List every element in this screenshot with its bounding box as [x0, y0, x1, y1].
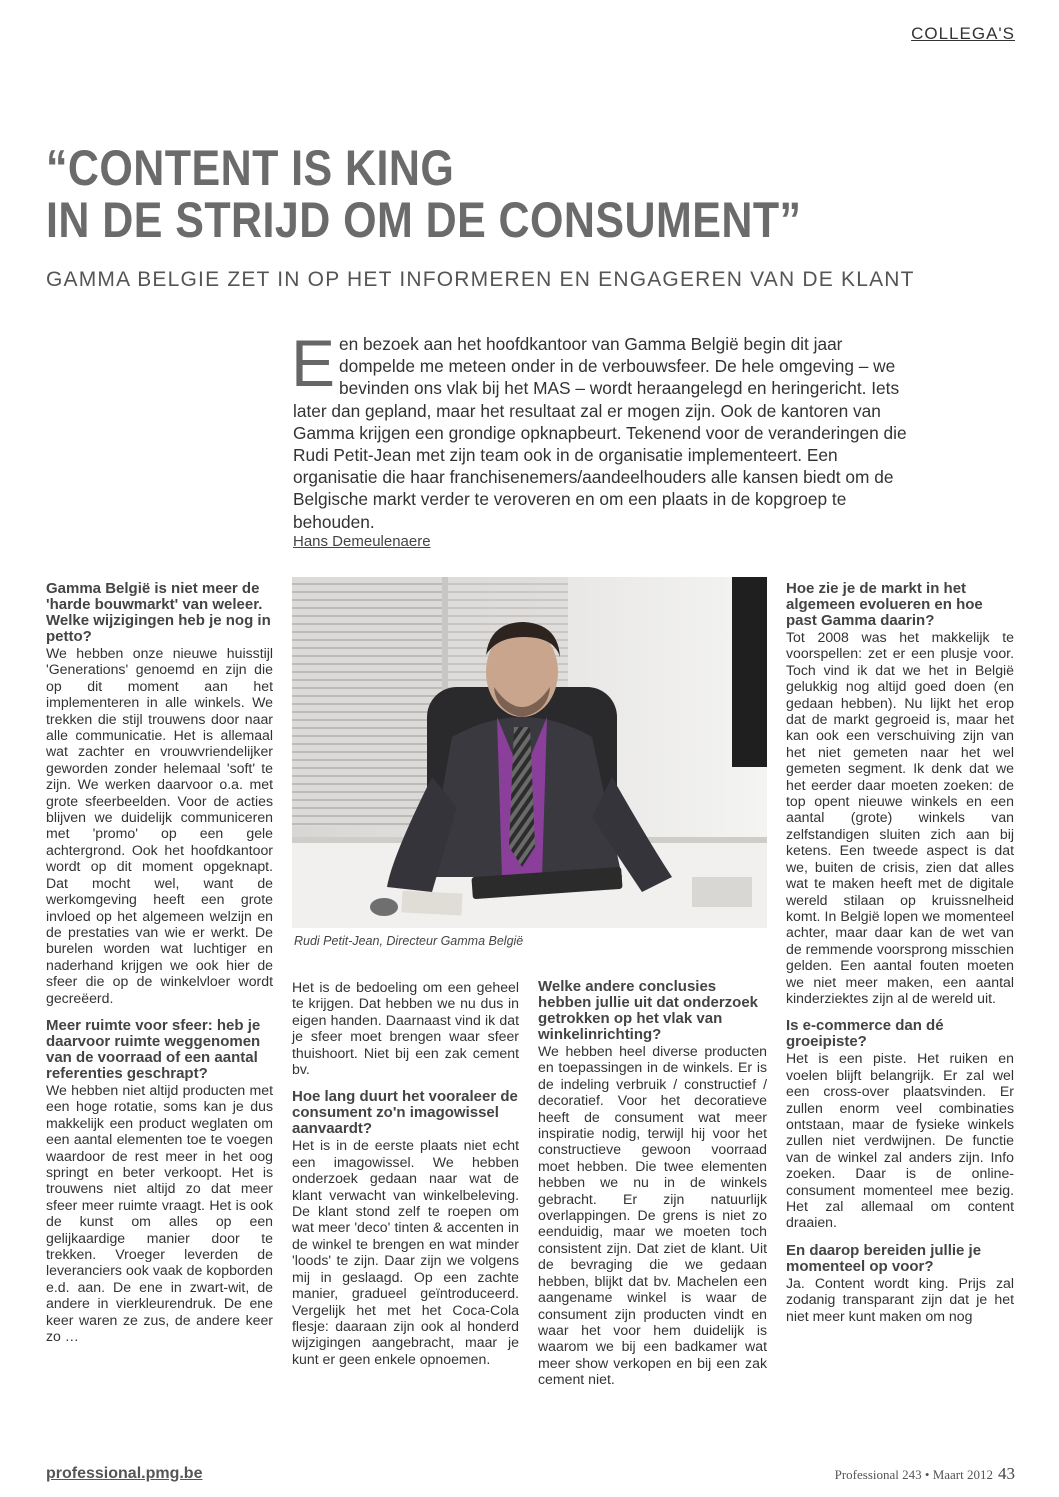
- question-heading: Meer ruimte voor sfeer: heb je daarvoor ruimte weggenomen van de voorraad of een aantal referenties geschrapt?: [46, 1016, 261, 1082]
- intro-paragraph: [291, 326, 921, 533]
- author-byline: Hans Demeulenaere: [293, 533, 431, 550]
- page-footer: [835, 1464, 1015, 1484]
- answer-paragraph: Het is de bedoeling om een geheel te krijgen. Dat hebben we nu dus in eigen handen. Daarnaast vind ik dat je sfeer moet brengen waar sfeer thuishoort. Niet bij een zak cement bv.: [292, 979, 519, 1078]
- answer-paragraph: We hebben heel diverse producten en toepassingen in de winkels. Er is de indeling verbruik / constructief / decoratief. Voor het decoratieve heeft de consument wat meer inspiratie nodig, terwijl hij voor het constructieve gewoon voorraad moet hebben. Die twee elementen hebben we nu in de winkels gebracht. Er zijn natuurlijk overlappingen. De grens is niet zo eenduidig, maar we moeten toch consistent zijn. Dat ziet de klant. Uit de bevraging die we gedaan hebben, blijkt dat bv. Machelen een aangename winkel is waar de consument zijn producten vindt en waar het voor hem duidelijk is waarom we bij een badkamer wat meer show verkopen en bij een zak cement niet.: [538, 1043, 767, 1388]
- intro-text: en bezoek aan het hoofdkantoor van Gamma België begin dit jaar dompelde me meteen onder in de verbouwsfeer. De hele omgeving – we bevinden ons vlak bij het MAS – wordt heraangelegd en heringericht. Iets later dan gepland, maar het resultaat zal er mogen zijn. Ook de kantoren van Gamma krijgen een grondige opknapbeurt. Tekenend voor de veranderingen die Rudi Petit-Jean met zijn team ook in de organisatie implementeert. Een organisatie die haar franchisenemers/aandeelhouders alle kansen biedt om de Belgische markt verder te veroveren en om een plaats in de kopgroep te behouden.: [293, 334, 907, 532]
- photo-caption: Rudi Petit-Jean, Directeur Gamma België: [294, 934, 524, 948]
- question-heading: Gamma België is niet meer de 'harde bouwmarkt' van weleer. Welke wijzigingen heb je nog in petto?: [46, 580, 271, 645]
- column-3: [538, 979, 767, 1400]
- headline-line-1: “CONTENT IS KING: [46, 140, 455, 196]
- column-4: [786, 581, 1014, 1336]
- website-link[interactable]: professional.pmg.be: [46, 1465, 203, 1482]
- page-number: 43: [998, 1464, 1015, 1483]
- headline-line-2: IN DE STRIJD OM DE CONSUMENT”: [46, 192, 802, 248]
- column-2: [292, 979, 519, 1379]
- question-heading: Is e-commerce dan dé groeipiste?: [786, 1017, 944, 1051]
- answer-paragraph: We hebben onze nieuwe huisstijl 'Generations' genoemd en zijn die op dit moment aan het implementeren in alle winkels. We trekken die stijl trouwens door naar alle communicatie. Het is allemaal wat zachter en vrouwvriendelijker geworden zonder helemaal 'soft' te zijn. We werken daarvoor o.a. met grote sfeerbeelden. Voor de acties blijven we duidelijk communiceren met 'promo' op een gele achtergrond. Ook het hoofdkantoor wordt op dit moment opgeknapt. Dat mocht wel, want de werkomgeving heeft een grote invloed op het algemeen welzijn en de prestaties van wie er werkt. De burelen worden wat luchtiger en naderhand krijgen we ook hier de sfeer die op de winkelvloer wordt gecreëerd.: [46, 645, 273, 1006]
- portrait-photo: [292, 577, 767, 928]
- answer-paragraph: Het is een piste. Het ruiken en voelen blijft belangrijk. Er zal wel een cross-over plaatsvinden. Er zullen enorm veel combinaties ontstaan, maar de fysieke winkels zullen niet verdwijnen. De functie van de winkel zal anders zijn. Info zoeken. Daar is de online-consument momenteel mee bezig. Het zal allemaal om content draaien.: [786, 1050, 1014, 1231]
- answer-paragraph: Tot 2008 was het makkelijk te voorspellen: zet er een plusje voor. Toch vind ik dat we het in België gelukkig nog altijd goed doen (en gedaan hebben). Nu lijkt het erop dat de markt gegroeid is, maar het kan ook een verschuiving zijn van het niet gemeten naar het wel gemeten segment. Ik denk dat we het eerder daar moeten zoeken: de top opent nieuwe winkels en een aantal (grote) winkels van zelfstandigen sluiten zich aan bij ketens. Een tweede aspect is dat we, buiten de crisis, zien dat alles wat te maken heeft met de digitale wereld stilaan op kruissnelheid komt. In België lopen we momenteel achter, maar daar kan de wet van de remmende voorsprong misschien gelden. Een aantal fouten moeten we niet meer maken, een aantal kinderziektes zijn al de wereld uit.: [786, 629, 1014, 1006]
- headline: [46, 142, 801, 246]
- drop-cap: E: [291, 326, 336, 400]
- question-heading: En daarop bereiden jullie je momenteel op voor?: [786, 1241, 982, 1275]
- answer-paragraph: We hebben niet altijd producten met een hoge rotatie, soms kan je dus makkelijk een product weglaten om een aantal elementen toe te voegen waardoor de rest meer in het oog springt en beter verkoopt. Het is trouwens niet altijd zo dat meer sfeer meer ruimte vraagt. Het is ook de kunst om alles op een gelijkaardige manier door te trekken. Vroeger leverden de leveranciers ook vaak de kopborden e.d. aan. De ene in zwart-wit, de andere in vierkleurendruk. De ene keer waren ze zus, de andere keer zo …: [46, 1081, 273, 1345]
- answer-paragraph: Ja. Content wordt king. Prijs zal zodanig transparant zijn dat je het niet meer kunt maken om nog: [786, 1274, 1014, 1324]
- answer-paragraph: Het is in de eerste plaats niet echt een imagowissel. We hebben onderzoek gedaan naar wat de klant verwacht van winkelbeleving. De klant stond zelf te roepen om wat meer 'deco' tinten & accenten in de winkel te brengen en wat minder 'loods' te zijn. Daar zijn we volgens mij in geslaagd. Op een zachte manier, gradueel geïntroduceerd. Vergelijk het met het Coca-Cola flesje: daaraan zijn ook al honderd wijzigingen aangebracht, maar je kunt er geen enkele opnoemen.: [292, 1137, 519, 1367]
- question-heading: Hoe zie je de markt in het algemeen evolueren en hoe past Gamma daarin?: [786, 580, 983, 629]
- question-heading: Welke andere conclusies hebben jullie uit dat onderzoek getrokken op het vlak van winkelinrichting?: [538, 978, 759, 1043]
- question-heading: Hoe lang duurt het vooraleer de consument zo'n imagowissel aanvaardt?: [292, 1088, 518, 1138]
- column-1: [46, 581, 273, 1356]
- section-label: COLLEGA'S: [911, 24, 1015, 43]
- subheadline: GAMMA BELGIE ZET IN OP HET INFORMEREN EN ENGAGEREN VAN DE KLANT: [46, 268, 915, 291]
- issue-info: Professional 243 • Maart 2012: [834, 1467, 993, 1482]
